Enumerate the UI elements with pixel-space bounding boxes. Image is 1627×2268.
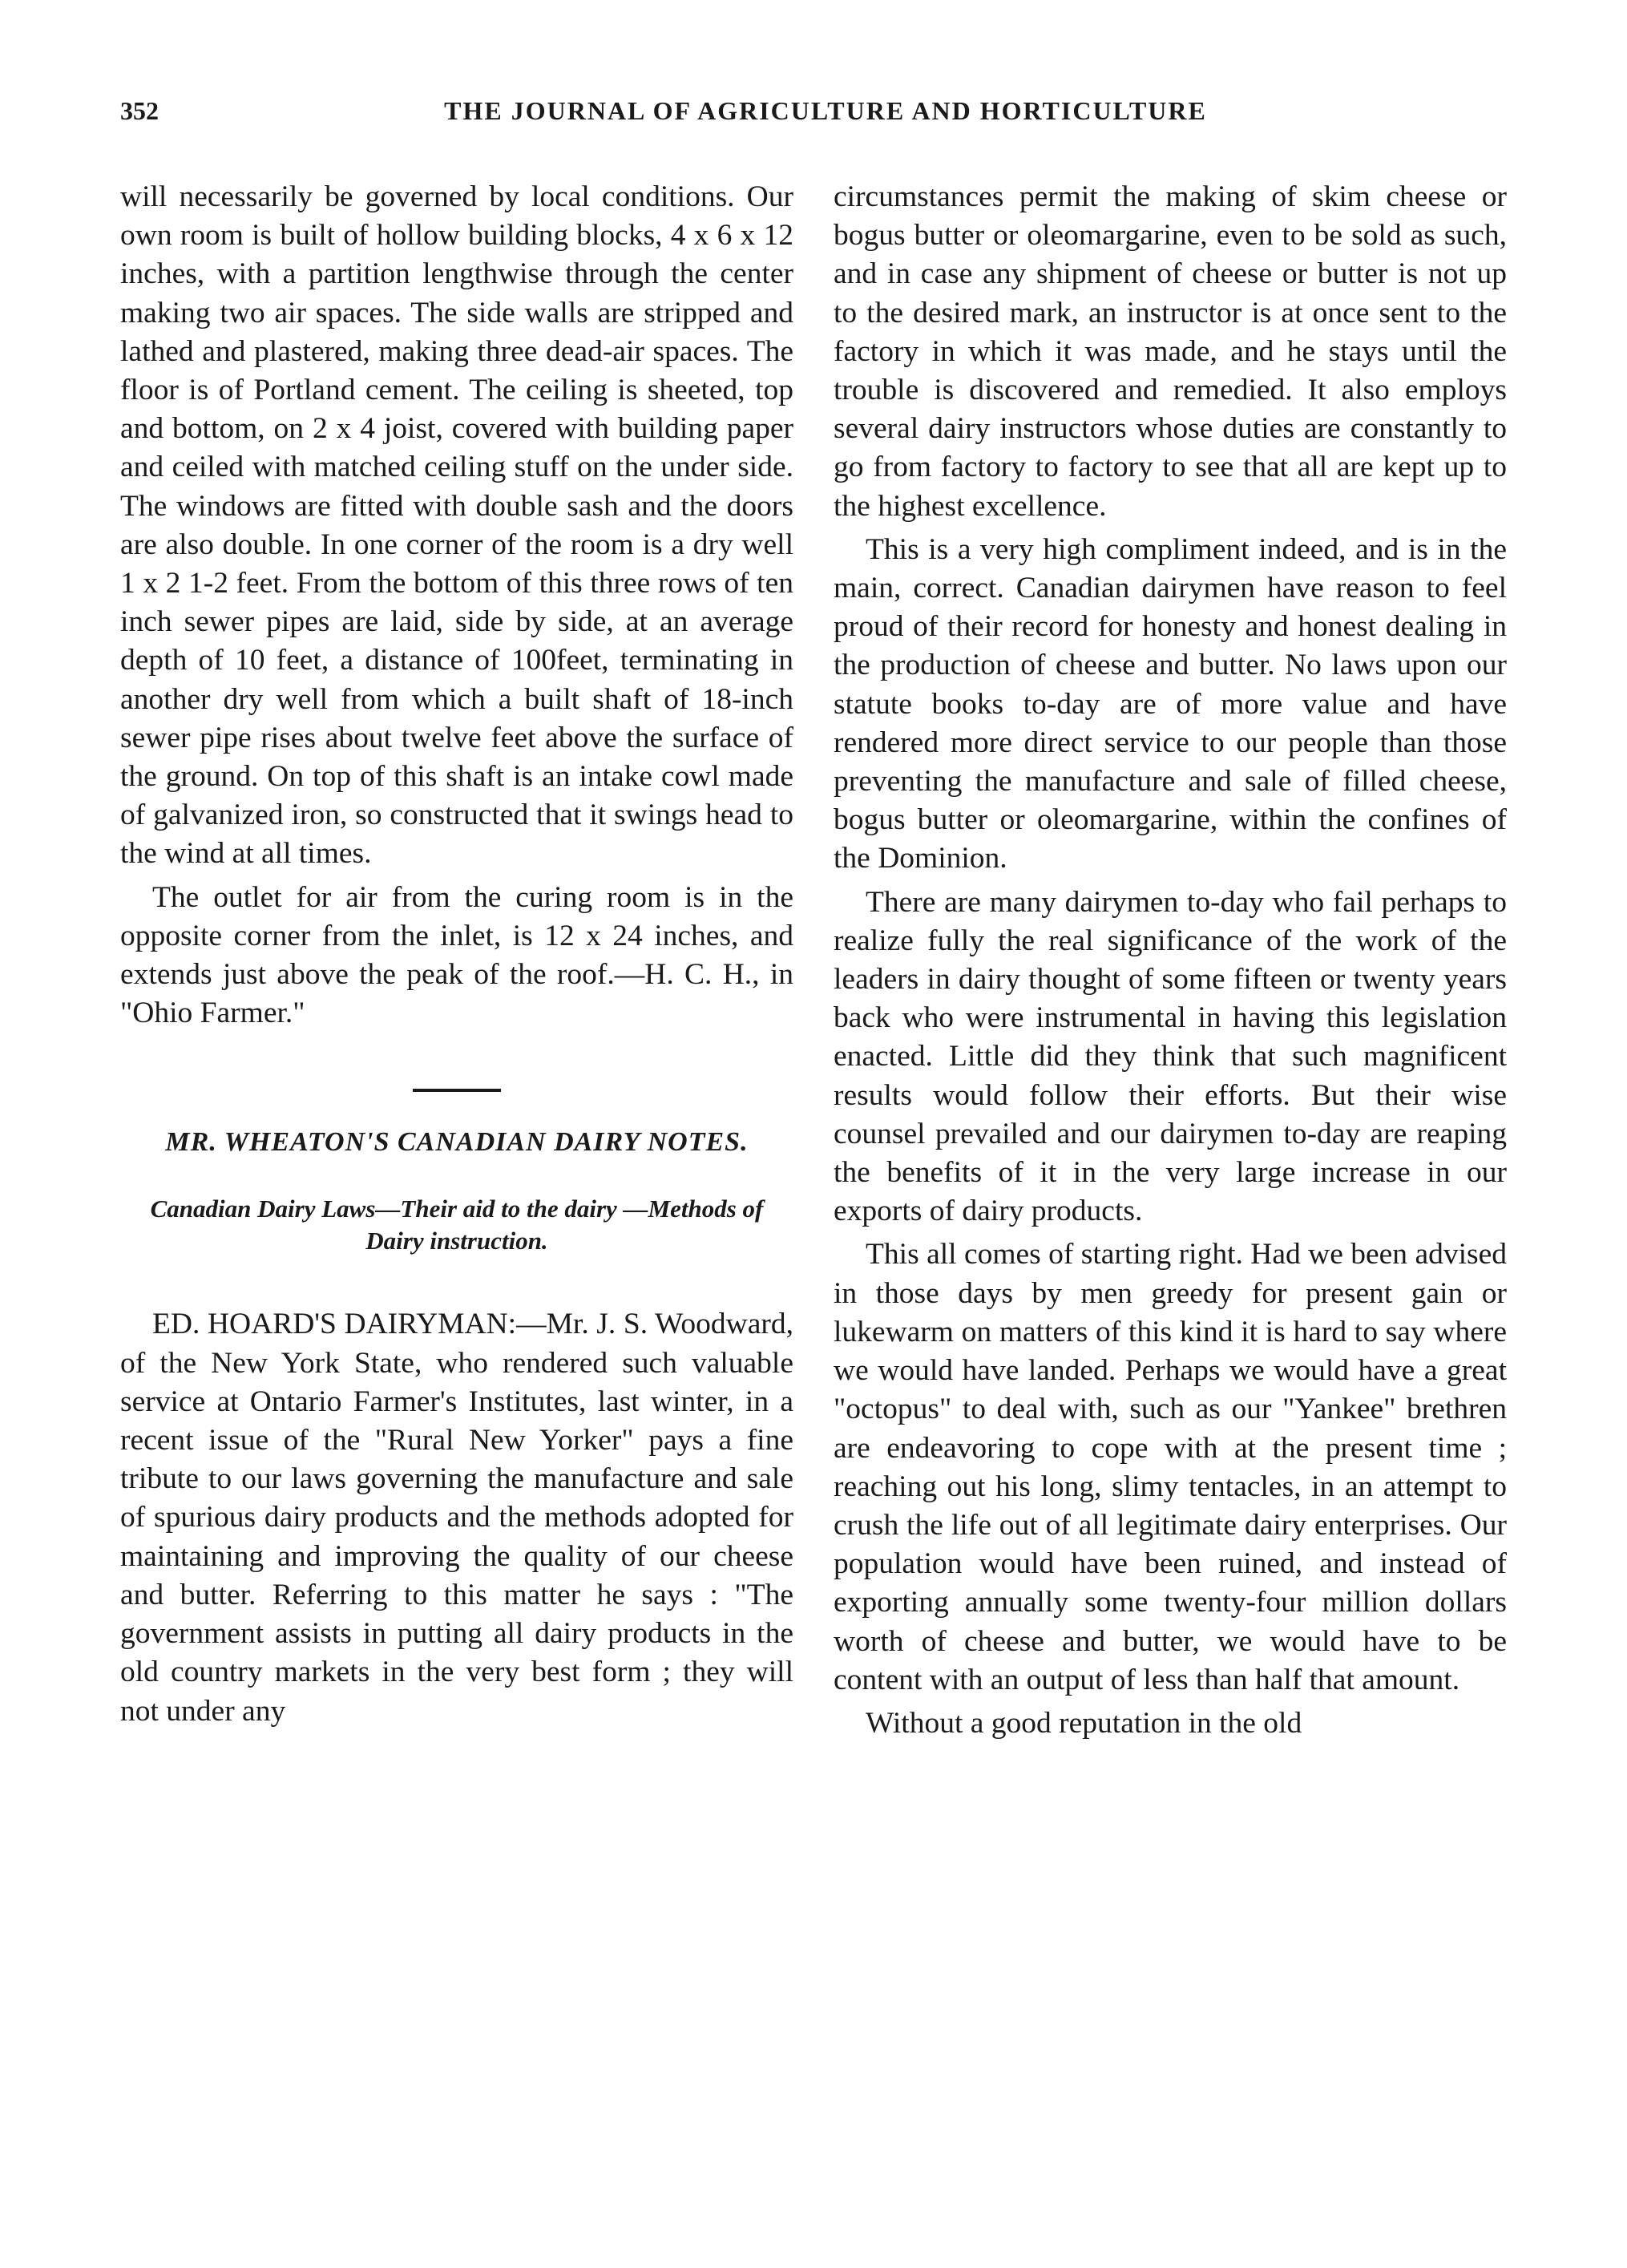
right-column bbox=[834, 178, 1507, 1743]
article-paragraph: will necessarily be governed by local conditions. Our own room is built of hollow building blocks, 4 x 6 x 12 inches, with a partition lengthwise through the center making two air spaces. The side walls are stripped and lathed and plastered, making three dead-air spaces. The floor is of Portland cement. The ceiling is sheeted, top and bottom, on 2 x 4 joist, covered with building paper and ceiled with matched ceiling stuff on the under side. The windows are fitted with double sash and the doors are also double. In one corner of the room is a dry well 1 x 2 1-2 feet. From the bottom of this three rows of ten inch sewer pipes are laid, side by side, at an average depth of 10 feet, a distance of 100feet, terminating in another dry well from which a built shaft of 18-inch sewer pipe rises about twelve feet above the surface of the ground. On top of this shaft is an intake cowl made of galvanized iron, so constructed that it swings head to the wind at all times. bbox=[120, 180, 793, 871]
article-paragraph: This all comes of starting right. Had we been advised in those days by men greedy for present gain or lukewarm on matters of this kind it is hard to say where we would have landed. Perhaps we would have a great "octopus" to deal with, such as our "Yankee" brethren are endeavoring to cope with at the present time ; reaching out his long, slimy tentacles, in an attempt to crush the life out of all legitimate dairy enterprises. Our population would have been ruined, and instead of exporting annually some twenty-four million dollars worth of cheese and butter, we would have to be content with an output of less than half that amount. bbox=[834, 1238, 1507, 1696]
section-divider bbox=[413, 1089, 501, 1092]
article-paragraph: Without a good reputation in the old bbox=[866, 1706, 1302, 1740]
article-paragraph: ED. HOARD'S DAIRYMAN:—Mr. J. S. Woodward, of the New York State, who rendered such valuable service at Ontario Farmer's Institutes, last winter, in a recent issue of the "Rural New Yorker" pays a fine tribute to our laws governing the manufacture and sale of spurious dairy products and the methods adopted for maintaining and improving the quality of our cheese and butter. Referring to this matter he says : "The government assists in putting all dairy products in the old country markets in the very best form ; they will not under any bbox=[120, 1308, 793, 1728]
running-head: THE JOURNAL OF AGRICULTURE AND HORTICULTURE bbox=[444, 96, 1207, 125]
article-paragraph: The outlet for air from the curing room is in the opposite corner from the inlet, is 12 x 24 inches, and extends just above the peak of the roof.—H. C. H., in "Ohio Farmer." bbox=[120, 880, 793, 1030]
section-title: MR. WHEATON'S CANADIAN DAIRY NOTES. bbox=[165, 1127, 749, 1158]
article-paragraph: This is a very high compliment indeed, and is in the main, correct. Canadian dairymen have reason to feel proud of their record for honesty and honest dealing in the production of cheese and butter. No laws upon our statute books to-day are of more value and have rendered more direct service to our people than those preventing the manufacture and sale of filled cheese, bogus butter or oleomargarine, within the confines of the Dominion. bbox=[834, 532, 1507, 875]
page-header bbox=[120, 96, 1531, 144]
article-paragraph: There are many dairymen to-day who fail perhaps to realize fully the real significance of the work of the leaders in dairy thought of some fifteen or twenty years back who were instrumental in having this legislation enacted. Little did they think that such magnificent results would follow their efforts. But their wise counsel prevailed and our dairymen to-day are reaping the benefits of it in the very large increase in our exports of dairy products. bbox=[834, 885, 1507, 1228]
section-subtitle: Canadian Dairy Laws—Their aid to the dairy —Methods of Dairy instruction. bbox=[150, 1195, 764, 1255]
article-paragraph: circumstances permit the making of skim cheese or bogus butter or oleomargarine, even to be sold as such, and in case any shipment of cheese or butter is not up to the desired mark, an instructor is at once sent to the factory in which it was made, and he stays until the trouble is discovered and remedied. It also employs several dairy instructors whose duties are constantly to go from factory to factory to see that all are kept up to the highest excellence. bbox=[834, 180, 1507, 523]
left-column bbox=[120, 178, 793, 1731]
page-number: 352 bbox=[120, 96, 159, 125]
